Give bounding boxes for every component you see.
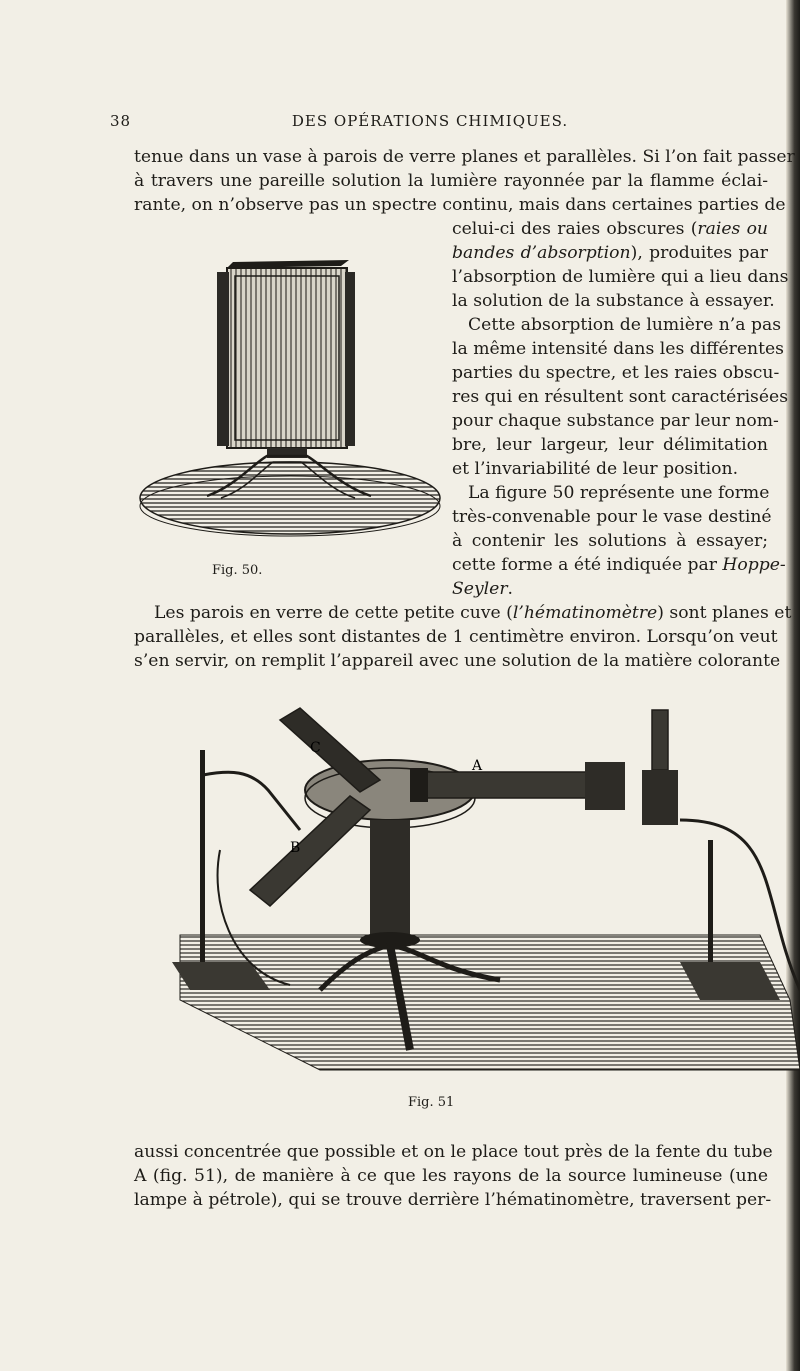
running-title: DES OPÉRATIONS CHIMIQUES. <box>291 112 569 130</box>
text-line: à travers une pareille solution la lumière rayonnée par la flamme éclai- <box>134 171 768 191</box>
text-line: Les parois en verre de cette petite cuve (l’hématinomètre) sont planes et <box>154 603 792 623</box>
text-line: s’en servir, on remplit l’appareil avec une solution de la matière colorante <box>134 651 781 671</box>
label-c: C <box>310 740 321 756</box>
text-line: parallèles, et elles sont distantes de 1 centimètre environ. Lorsqu’on veut <box>134 627 778 647</box>
text-line: lampe à pétrole), qui se trouve derrière l’hématinomètre, traversent per- <box>134 1190 772 1210</box>
text-line: la solution de la substance à essayer. <box>452 291 775 311</box>
figure-51-spectroscope <box>160 700 800 1085</box>
text-line: aussi concentrée que possible et on le place tout près de la fente du tube <box>134 1142 773 1162</box>
text-line: A (fig. 51), de manière à ce que les rayons de la source lumineuse (une <box>134 1166 768 1186</box>
page-number: 38 <box>110 112 132 130</box>
text-line: l’absorption de lumière qui a lieu dans <box>452 267 789 287</box>
page-edge-shadow <box>786 0 800 1371</box>
figure-50-hematinometer <box>135 258 445 558</box>
figure-51-caption: Fig. 51 <box>408 1095 455 1110</box>
text-line: la même intensité dans les différentes <box>452 339 784 359</box>
lamp-chimney <box>652 710 668 770</box>
text-line: pour chaque substance par leur nom- <box>452 411 779 431</box>
text-line: très-convenable pour le vase destiné <box>452 507 772 527</box>
left-stand-rod <box>200 750 205 970</box>
right-stand-rod <box>708 840 713 970</box>
label-b: B <box>290 840 301 856</box>
glass-cell <box>227 268 347 448</box>
base-board <box>180 935 800 1070</box>
pedestal <box>370 820 410 940</box>
text-line: Seyler. <box>452 579 514 599</box>
label-a: A <box>472 758 483 774</box>
running-head <box>110 112 750 136</box>
text-line: bandes d’absorption), produites par <box>452 243 768 263</box>
text-line: rante, on n’observe pas un spectre continu, mais dans certaines parties de <box>134 195 786 215</box>
text-line: Cette absorption de lumière n’a pas <box>468 315 782 335</box>
tube-a <box>420 772 590 798</box>
cell-base <box>140 462 440 534</box>
text-line: celui-ci des raies obscures (raies ou <box>452 219 768 239</box>
text-line: res qui en résultent sont caractérisées <box>452 387 789 407</box>
lamp-body <box>642 770 678 825</box>
cell-side-frame <box>217 272 229 446</box>
text-line: à contenir les solutions à essayer; <box>452 531 768 551</box>
hematinometer-on-stand <box>585 762 625 810</box>
text-line: La figure 50 représente une forme <box>468 483 770 503</box>
text-line: bre, leur largeur, leur délimitation <box>452 435 768 455</box>
text-line: et l’invariabilité de leur position. <box>452 459 739 479</box>
figure-50-caption: Fig. 50. <box>212 563 263 578</box>
tube-b <box>250 796 370 906</box>
text-line: parties du spectre, et les raies obscu- <box>452 363 780 383</box>
text-line: cette forme a été indiquée par Hoppe- <box>452 555 786 575</box>
text-line: tenue dans un vase à parois de verre planes et parallèles. Si l’on fait passer <box>134 147 795 167</box>
